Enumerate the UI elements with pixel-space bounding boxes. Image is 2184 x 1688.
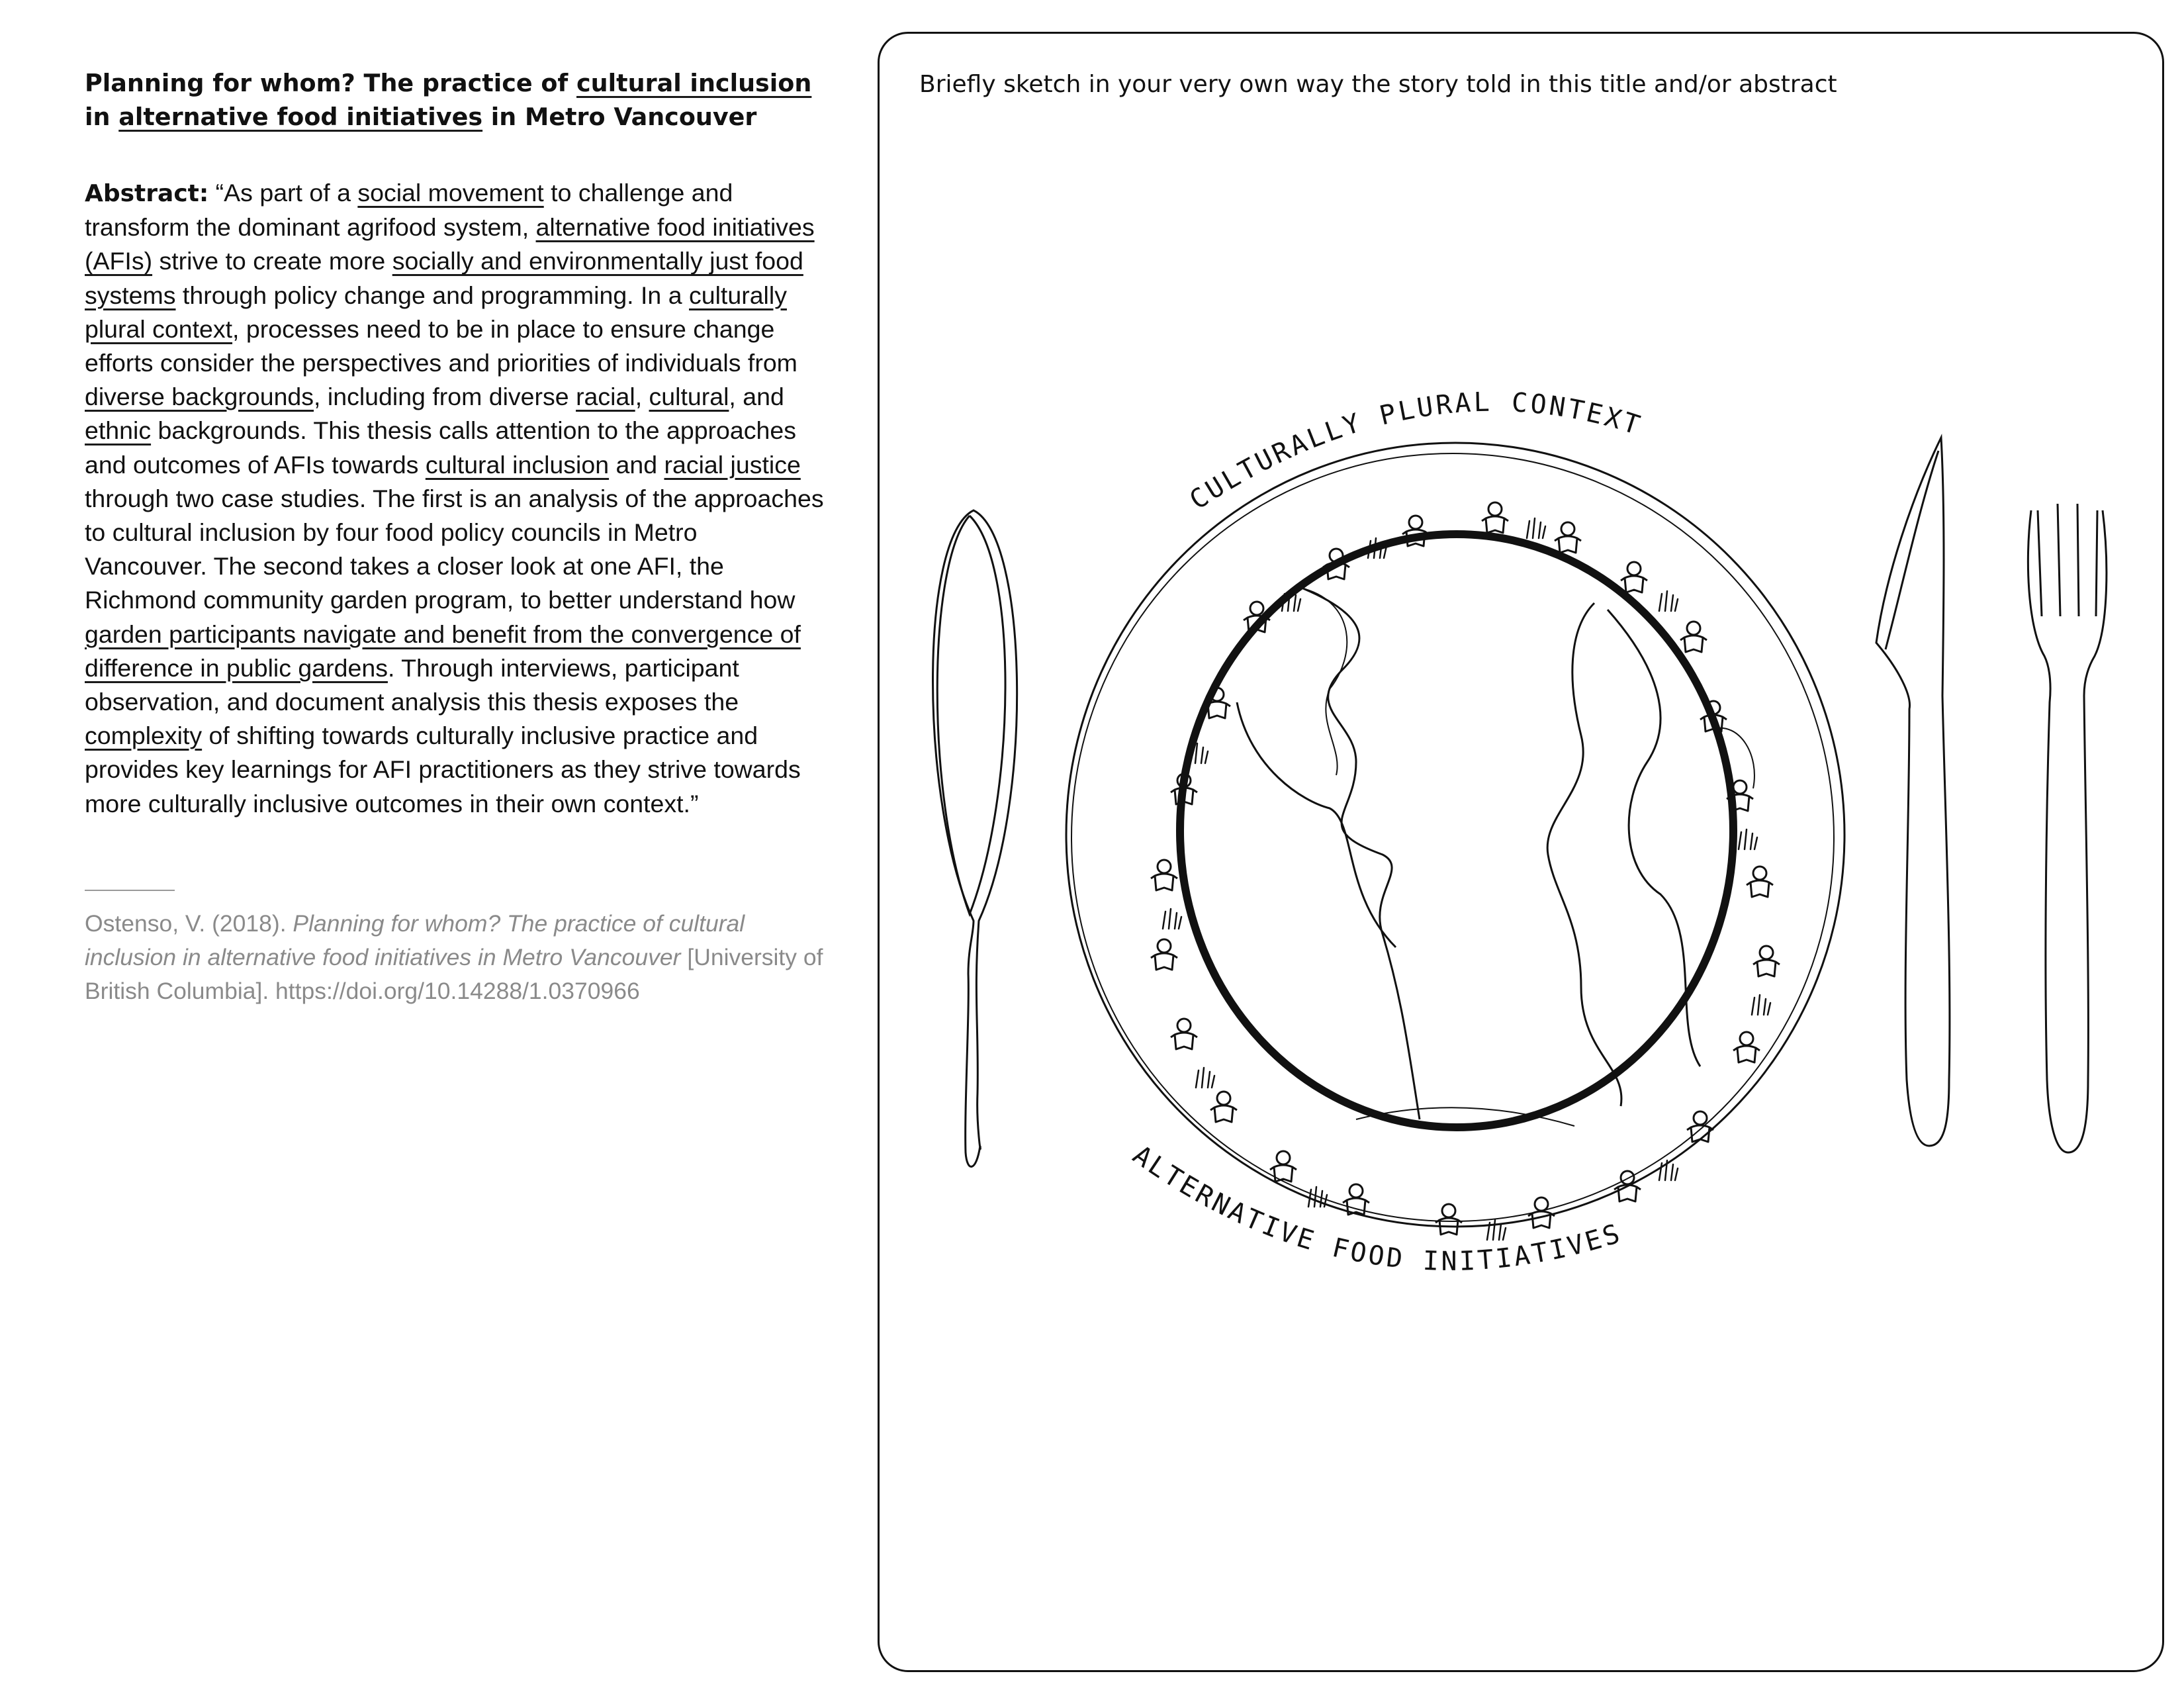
fork-icon [2028,504,2107,1152]
title-text: in Metro Vancouver [482,103,757,131]
citation-title: Planning for whom? The practice of cultural inclusion in alternative food initiatives in Metro Vancouver [85,910,745,970]
title-text: in [85,103,119,131]
title-highlight-cultural-inclusion: cultural inclusion [576,69,812,97]
abstract-underline: racial justice [664,450,801,479]
abstract-label: Abstract: [85,180,209,207]
document-title [85,66,826,134]
abstract-text: backgrounds. This thesis calls attention to the approaches and outcomes of AFIs towards [85,416,796,479]
abstract-text: , processes need to be in place to ensure change efforts consider the perspectives and priorities of individuals from [85,314,797,377]
left-page [85,66,826,1008]
abstract-paragraph [85,176,826,821]
abstract-text: of shifting towards culturally inclusive practice and provides key learnings for AFI practitioners as they strive towards more culturally inclusive outcomes in their own context.” [85,722,801,818]
abstract-underline: cultural inclusion [425,450,610,479]
sketch-prompt: Briefly sketch in your very own way the story told in this title and/or abstract [919,71,1837,98]
spoon-icon [933,510,1017,1166]
title-highlight-alternative-food-initiatives: alternative food initiatives [118,103,483,131]
abstract-underline: garden participants navigate and benefit from the convergence of difference in public gardens [85,620,801,682]
citation-author-year: Ostenso, V. (2018). [85,910,293,937]
footnote-divider [85,890,175,891]
abstract-text: , [635,383,649,411]
citation [85,907,826,1008]
abstract-underline: complexity [85,722,203,750]
abstract-text: through two case studies. The first is an analysis of the approaches to cultural inclusion by four food policy councils in Metro Vancouver. The second takes a closer look at one AFI, the Richmond community garden program, to better understand how [85,484,824,614]
abstract-text: . Through interviews, participant observation, and document analysis this thesis exposes the [85,653,739,716]
title-text: Planning for whom? The practice of [85,69,577,97]
abstract-text: , including from diverse [314,383,576,411]
abstract-underline: socially and environmentally just food systems [85,247,803,309]
abstract-text: strive to create more [152,247,392,275]
abstract-underline: diverse backgrounds [85,383,314,411]
knife-icon [1876,438,1950,1146]
abstract-underline: alternative food initiatives (AFIs) [85,213,815,275]
abstract-underline: ethnic [85,416,152,445]
abstract-underline: social movement [357,179,544,207]
abstract-text: and [609,450,664,479]
sketch-drawing [880,34,2162,1670]
sketch-frame [878,32,2164,1672]
sketch-label-top: CULTURALLY PLURAL CONTEXT [1184,387,1646,516]
abstract-underline: culturally plural context [85,281,787,343]
abstract-underline: cultural [649,383,729,411]
citation-source: [University of British Columbia]. https://doi.org/10.14288/1.0370966 [85,943,823,1004]
abstract-underline: racial [576,383,635,411]
abstract-text: , and [729,383,784,411]
abstract-text: through policy change and programming. In a [175,281,689,309]
sketch-label-bottom: ALTERNATIVE FOOD INITIATIVES [1127,1139,1626,1277]
abstract-text: to challenge and transform the dominant agrifood system, [85,179,733,242]
abstract-text: “As part of a [208,179,358,207]
